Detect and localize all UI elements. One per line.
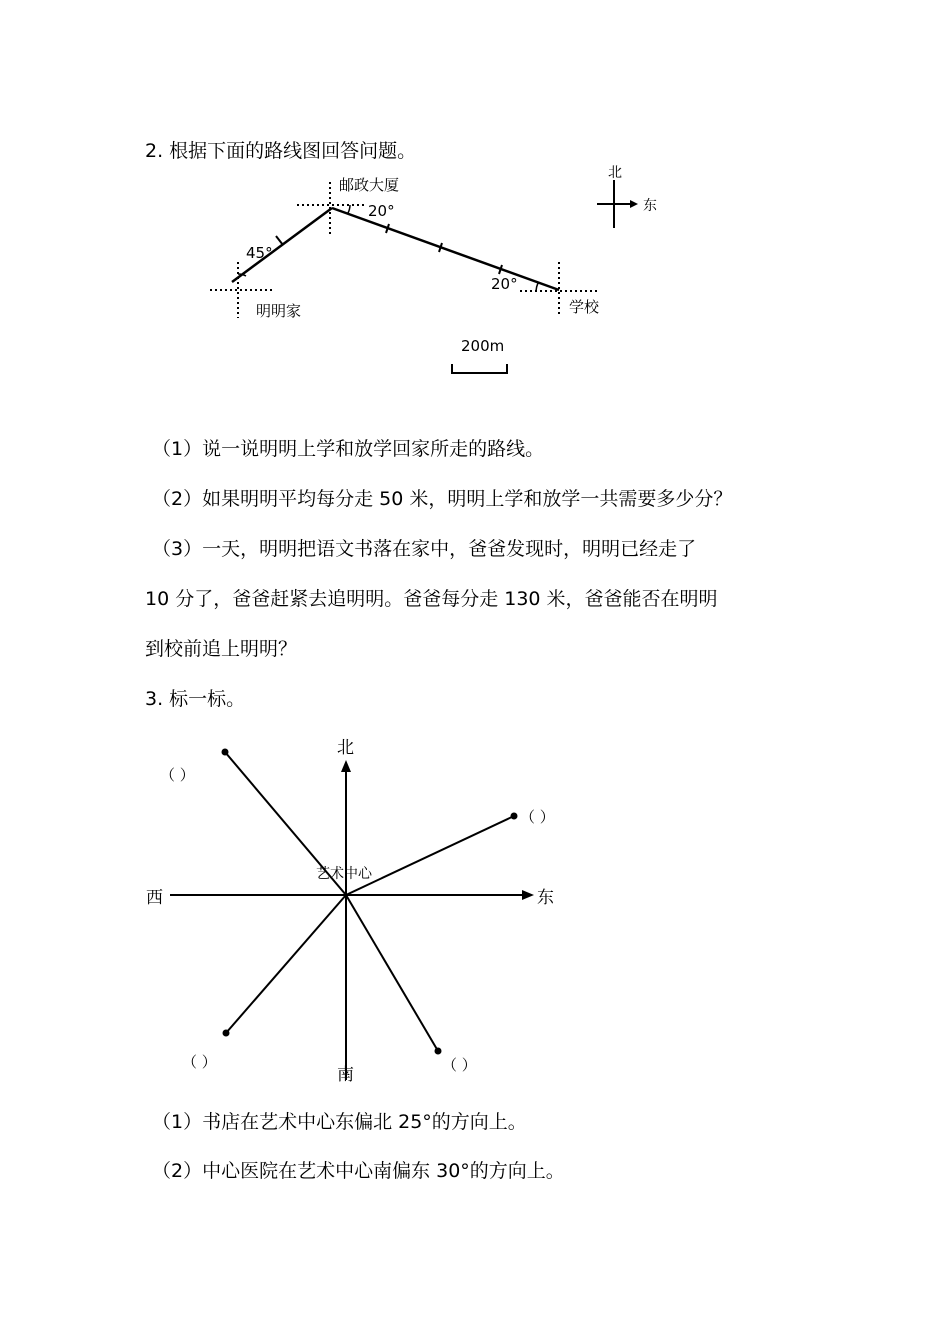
angle-home-label: 45° xyxy=(246,244,273,262)
angle-school-label: 20° xyxy=(491,275,518,293)
angle-arc-school xyxy=(536,283,538,291)
compass-north-label: 北 xyxy=(608,165,622,181)
route-post-to-school xyxy=(332,208,559,290)
compass-east-label: 东 xyxy=(643,198,657,214)
q2-sub2: （2）如果明明平均每分走 50 米，明明上学和放学一共需要多少分？ xyxy=(152,488,733,510)
blank-northwest[interactable]: （ ） xyxy=(160,766,195,784)
diagram-center-label: 艺术中心 xyxy=(316,866,372,882)
diagram-west-label: 西 xyxy=(146,888,163,908)
q2-sub1: （1）说一说明明上学和放学回家所走的路线。 xyxy=(152,438,545,460)
point-southwest xyxy=(223,1030,230,1037)
ray-southwest xyxy=(226,895,346,1033)
direction-diagram xyxy=(170,749,534,1081)
angle-arc-post xyxy=(348,205,350,213)
blank-southeast[interactable]: （ ） xyxy=(442,1056,477,1074)
blank-northeast[interactable]: （ ） xyxy=(520,808,555,826)
compass-icon xyxy=(597,180,638,228)
blank-southwest[interactable]: （ ） xyxy=(182,1053,217,1071)
route-tick xyxy=(276,236,283,245)
ray-northeast xyxy=(346,816,514,895)
scale-bar xyxy=(452,364,507,373)
q2-title: 2. 根据下面的路线图回答问题。 xyxy=(145,140,417,162)
q3-sub2: （2）中心医院在艺术中心南偏东 30°的方向上。 xyxy=(152,1160,565,1182)
q2-sub3-line2: 10 分了，爸爸赶紧去追明明。爸爸每分走 130 米，爸爸能否在明明 xyxy=(145,588,718,610)
q2-sub3-line3: 到校前追上明明？ xyxy=(145,638,298,660)
diagram-south-label: 南 xyxy=(337,1065,354,1085)
q2-sub3-line1: （3）一天，明明把语文书落在家中，爸爸发现时，明明已经走了 xyxy=(152,538,697,560)
east-arrow-icon xyxy=(522,890,534,900)
q3-title: 3. 标一标。 xyxy=(145,688,246,710)
ray-southeast xyxy=(346,895,438,1051)
point-northeast xyxy=(511,813,518,820)
point-northwest xyxy=(222,749,229,756)
route-tick xyxy=(386,224,389,233)
scale-label: 200m xyxy=(461,337,505,355)
angle-post-label: 20° xyxy=(368,202,395,220)
diagram-east-label: 东 xyxy=(537,888,554,908)
north-arrow-icon xyxy=(341,760,351,772)
point-southeast xyxy=(435,1048,442,1055)
school-label: 学校 xyxy=(569,298,600,316)
diagram-north-label: 北 xyxy=(337,738,354,758)
post-office-label: 邮政大厦 xyxy=(339,176,400,194)
q3-sub1: （1）书店在艺术中心东偏北 25°的方向上。 xyxy=(152,1111,527,1133)
route-tick xyxy=(499,265,502,274)
route-tick xyxy=(439,243,442,252)
home-label: 明明家 xyxy=(256,302,302,320)
